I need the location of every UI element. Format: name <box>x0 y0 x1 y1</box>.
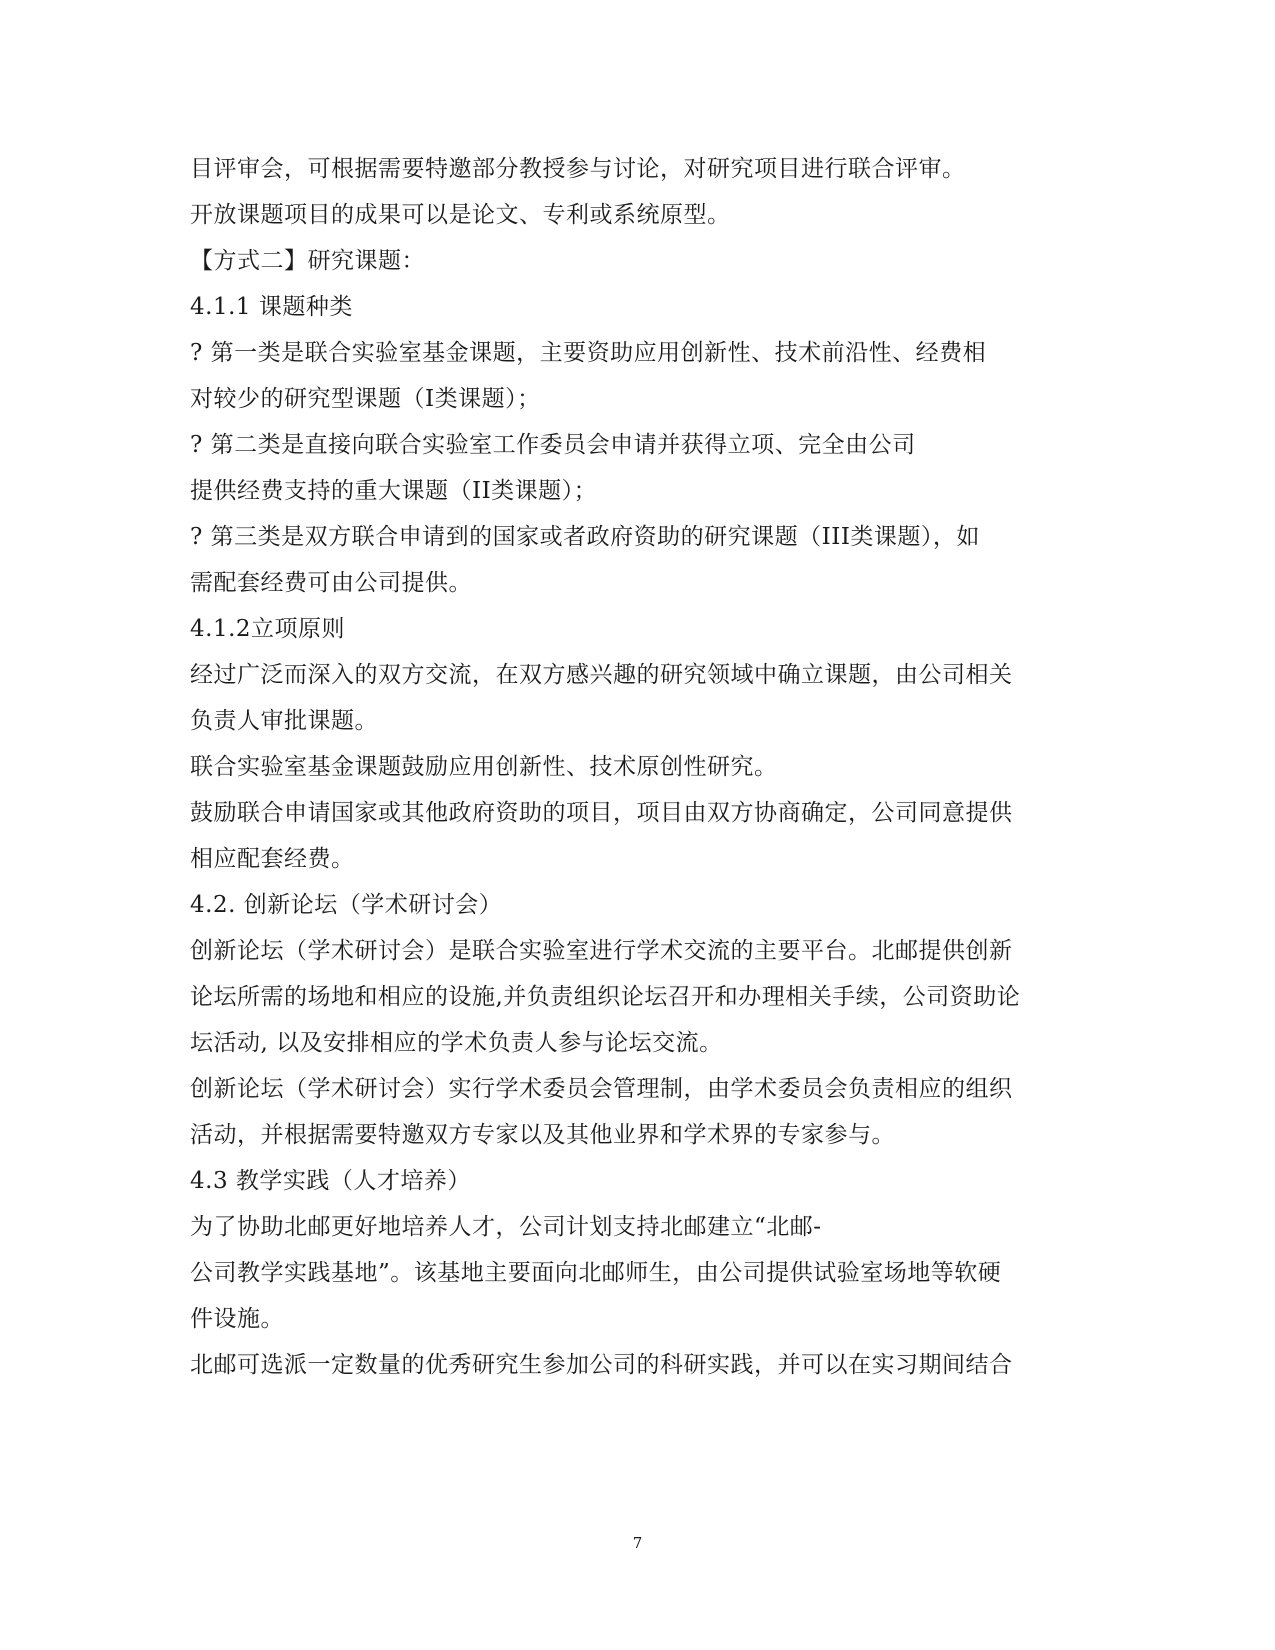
text-line: 开放课题项目的成果可以是论文、专利或系统原型。 <box>190 202 731 228</box>
text-line: ? 第一类是联合实验室基金课题，主要资助应用创新性、技术前沿性、经费相 <box>190 340 987 366</box>
text-line: 联合实验室基金课题鼓励应用创新性、技术原创性研究。 <box>190 754 778 780</box>
text-line: 负责人审批课题。 <box>190 708 378 734</box>
section-label: 【方式二】研究课题： <box>190 248 425 274</box>
text-line: 北邮可选派一定数量的优秀研究生参加公司的科研实践，并可以在实习期间结合 <box>190 1352 1013 1378</box>
text-line: 件设施。 <box>190 1306 284 1332</box>
text-line: 公司教学实践基地”。该基地主要面向北邮师生，由公司提供试验室场地等软硬 <box>190 1260 1002 1286</box>
page-number: 7 <box>632 1534 643 1552</box>
text-line: 提供经费支持的重大课题（II类课题）； <box>190 478 598 504</box>
text-line: 坛活动, 以及安排相应的学术负责人参与论坛交流。 <box>190 1030 723 1056</box>
text-line: ? 第三类是双方联合申请到的国家或者政府资助的研究课题（III类课题），如 <box>190 524 980 550</box>
text-line: 为了协助北邮更好地培养人才，公司计划支持北邮建立“北邮- <box>190 1214 822 1240</box>
text-line: 经过广泛而深入的双方交流，在双方感兴趣的研究领域中确立课题，由公司相关 <box>190 662 1013 688</box>
text-line: 目评审会，可根据需要特邀部分教授参与讨论，对研究项目进行联合评审。 <box>190 156 966 182</box>
text-line: 创新论坛（学术研讨会）实行学术委员会管理制，由学术委员会负责相应的组织 <box>190 1076 1013 1102</box>
text-line: 需配套经费可由公司提供。 <box>190 570 472 596</box>
section-heading: 4.3 教学实践（人才培养） <box>190 1168 471 1194</box>
text-line: ? 第二类是直接向联合实验室工作委员会申请并获得立项、完全由公司 <box>190 432 916 458</box>
section-heading: 4.1.2立项原则 <box>190 616 346 642</box>
text-line: 相应配套经费。 <box>190 846 355 872</box>
text-line: 论坛所需的场地和相应的设施,并负责组织论坛召开和办理相关手续，公司资助论 <box>190 984 1021 1010</box>
text-line: 对较少的研究型课题（I类课题）； <box>190 386 541 412</box>
text-line: 创新论坛（学术研讨会）是联合实验室进行学术交流的主要平台。北邮提供创新 <box>190 938 1013 964</box>
section-heading: 4.2. 创新论坛（学术研讨会） <box>190 892 503 918</box>
text-line: 活动，并根据需要特邀双方专家以及其他业界和学术界的专家参与。 <box>190 1122 895 1148</box>
text-line: 鼓励联合申请国家或其他政府资助的项目，项目由双方协商确定，公司同意提供 <box>190 800 1013 826</box>
section-heading: 4.1.1 课题种类 <box>190 294 353 320</box>
